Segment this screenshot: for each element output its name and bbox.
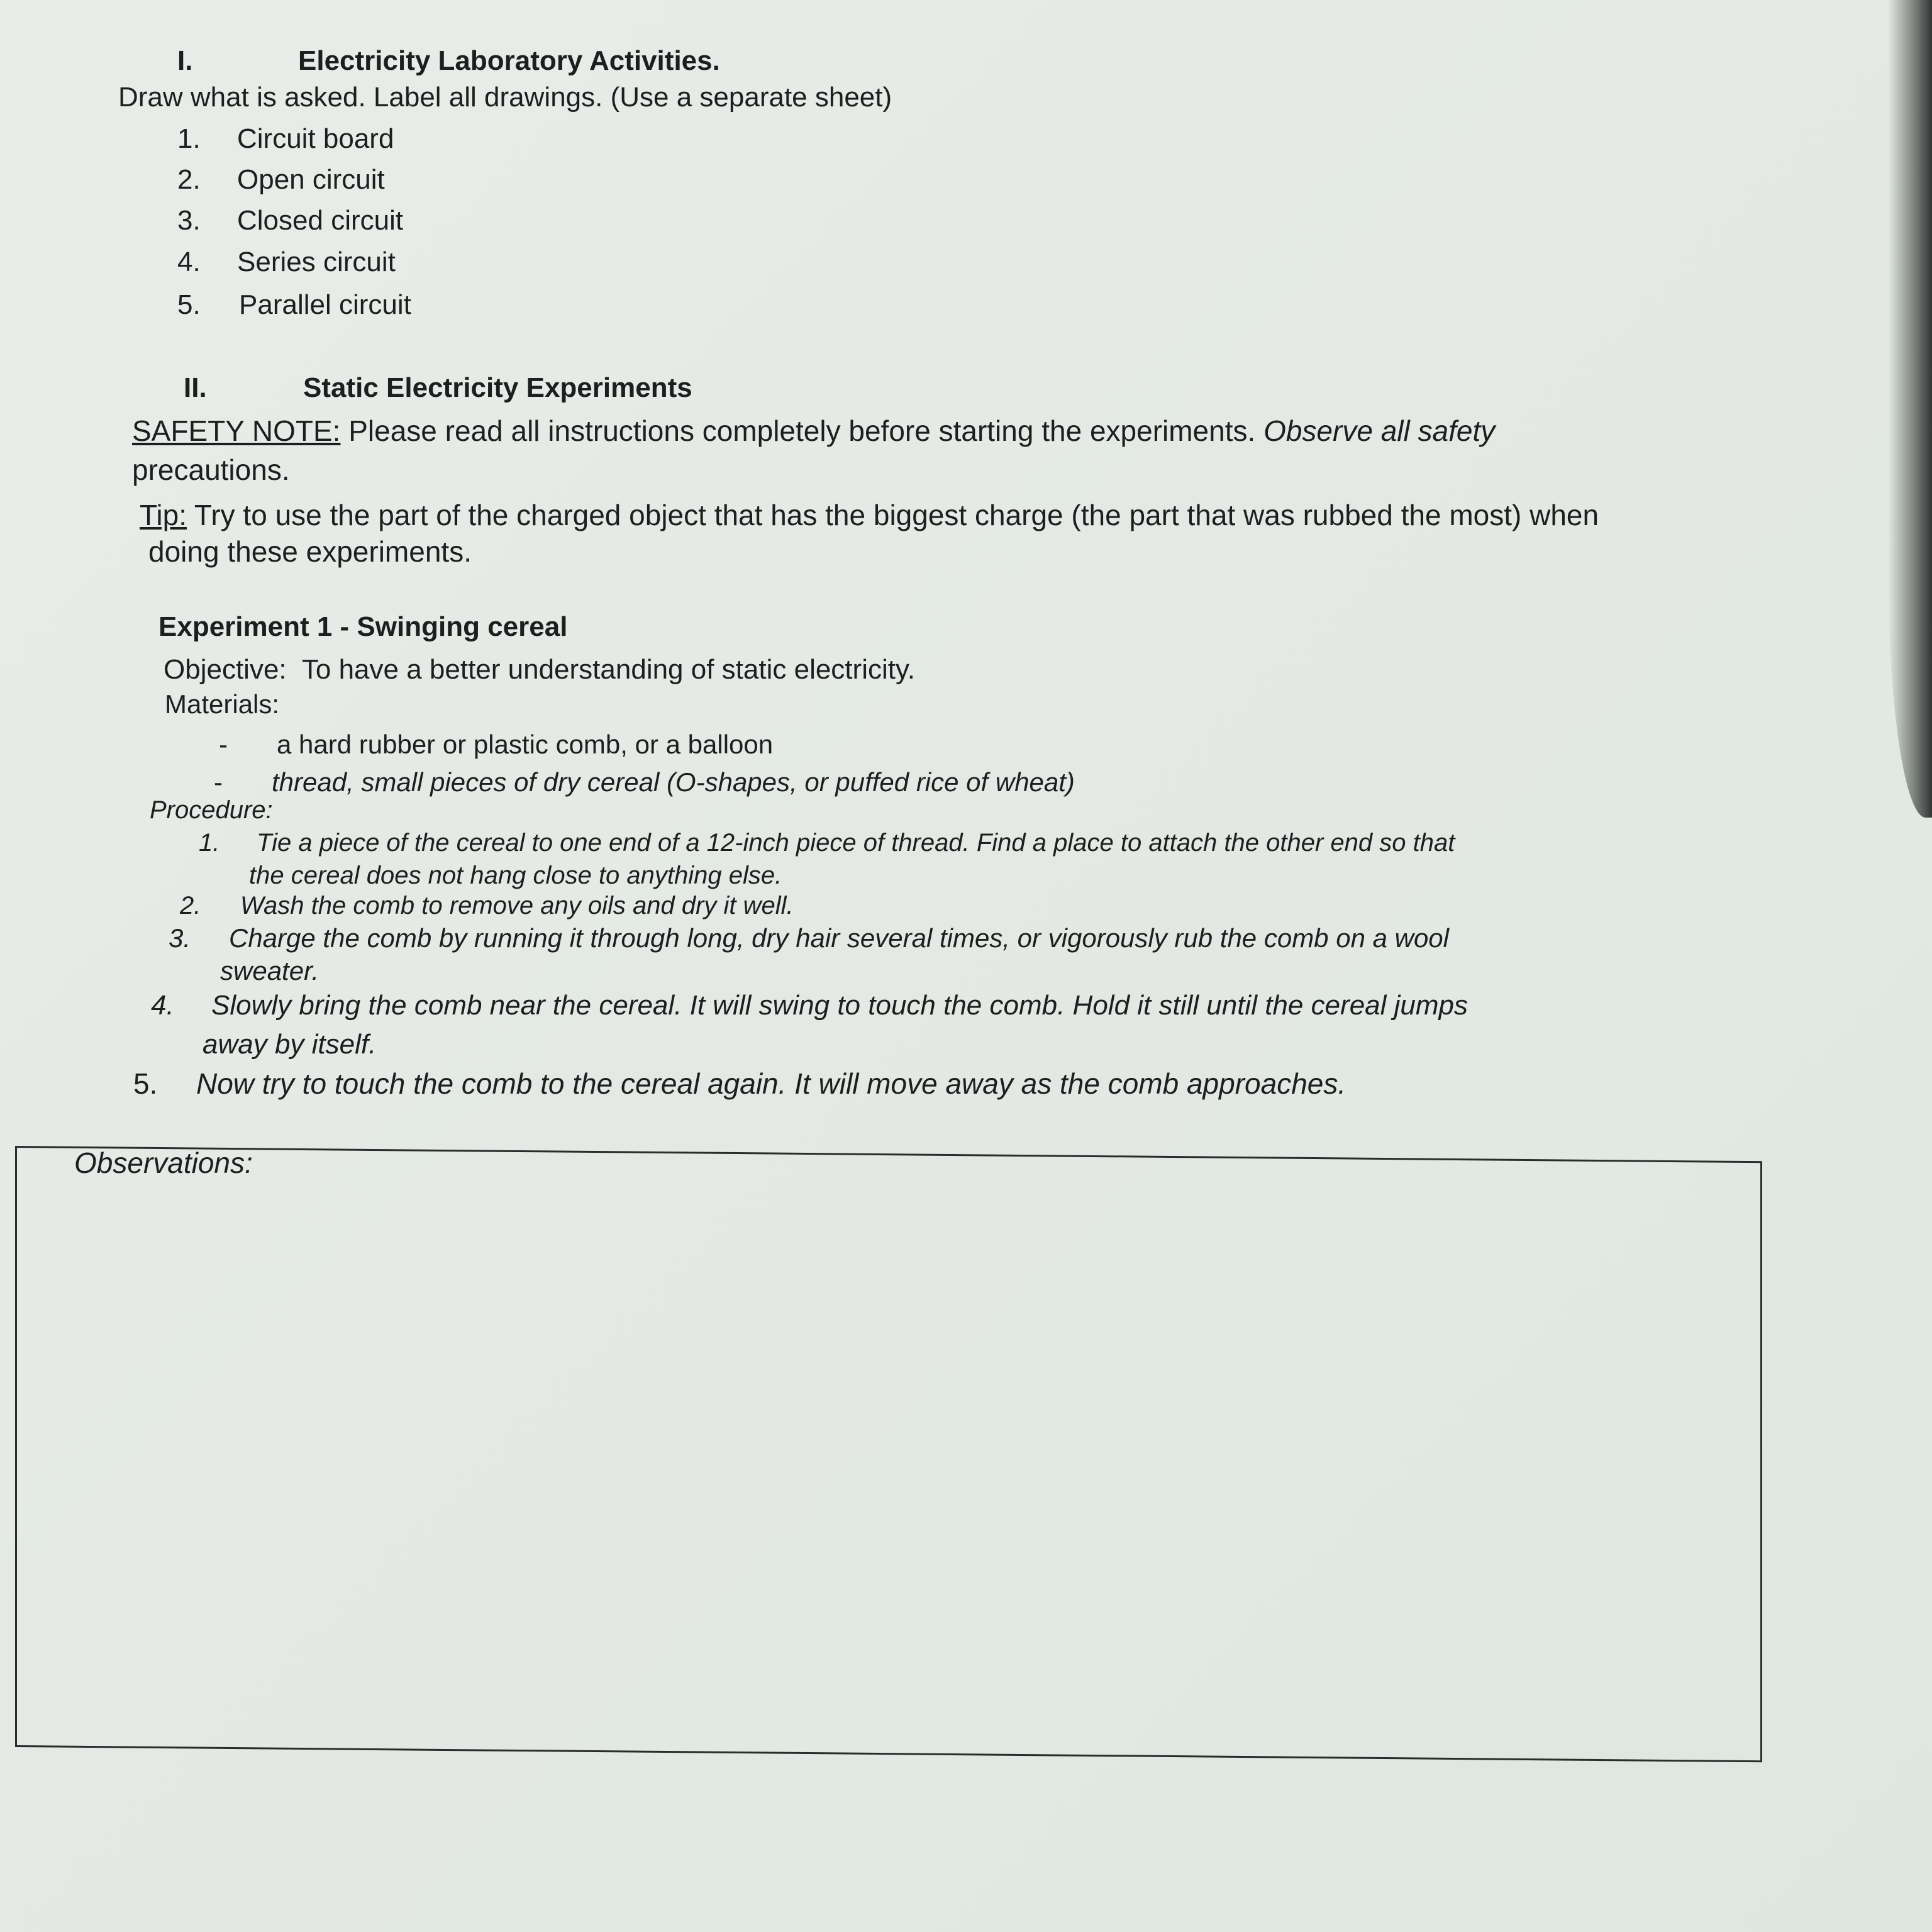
step-text: Now try to touch the comb to the cereal again. It will move away as the comb approaches.: [196, 1067, 1346, 1100]
step-text: Charge the comb by running it through long, dry hair several times, or vigorously rub the comb on a wool: [229, 923, 1449, 953]
step-text: Tie a piece of the cereal to one end of a 12-inch piece of thread. Find a place to attach the other end so that: [257, 829, 1455, 857]
procedure-step-4: [151, 990, 1468, 1021]
section2-number: II.: [184, 372, 207, 403]
material-item-1: [219, 730, 773, 760]
objective-label: Objective:: [164, 654, 287, 685]
observations-box[interactable]: [15, 1146, 1762, 1762]
step-text: Slowly bring the comb near the cereal. It will swing to touch the comb. Hold it still until the cereal jumps: [211, 990, 1468, 1021]
list-label: Closed circuit: [237, 205, 404, 236]
procedure-step-4-cont: away by itself.: [203, 1029, 377, 1060]
circuit-list-item-1: [177, 123, 394, 155]
tip-text-end: doing these experiments.: [148, 535, 472, 568]
objective-text: To have a better understanding of static electricity.: [301, 654, 915, 685]
section1-title: Electricity Laboratory Activities.: [298, 45, 720, 76]
step-number: 2.: [180, 892, 201, 919]
dash-bullet: -: [214, 767, 223, 797]
procedure-step-3-cont: sweater.: [220, 956, 319, 985]
procedure-step-3: [169, 923, 1449, 953]
tip-note: [140, 497, 1724, 570]
safety-note: [132, 411, 1704, 489]
step-number: 3.: [169, 923, 191, 953]
list-number: 1.: [177, 123, 201, 154]
list-label: Open circuit: [237, 164, 385, 195]
step-number: 1.: [199, 829, 220, 857]
safety-note-emphasis: Observe all safety: [1263, 414, 1496, 447]
safety-note-text: Please read all instructions completely before starting the experiments.: [340, 414, 1264, 447]
tip-label: Tip:: [140, 499, 187, 531]
procedure-step-5: [133, 1067, 1346, 1101]
dash-bullet: -: [219, 730, 228, 759]
materials-label: Materials:: [165, 689, 280, 719]
tip-text: Try to use the part of the charged object that has the biggest charge (the part that was rubbed the most) when: [186, 499, 1599, 531]
material-text: a hard rubber or plastic comb, or a balloon: [277, 730, 774, 759]
procedure-step-1-cont: the cereal does not hang close to anything else.: [249, 862, 782, 889]
objective-line: [164, 654, 915, 686]
safety-note-label: SAFETY NOTE:: [132, 414, 341, 447]
step-number: 5.: [133, 1067, 158, 1100]
list-label: Parallel circuit: [239, 289, 411, 320]
procedure-label: Procedure:: [150, 796, 273, 824]
list-label: Series circuit: [237, 247, 396, 277]
step-number: 4.: [151, 990, 174, 1021]
section2-title: Static Electricity Experiments: [303, 372, 692, 403]
material-item-2: [214, 767, 1075, 797]
page-edge-shadow: [1888, 0, 1932, 818]
observations-label: Observations:: [74, 1146, 253, 1179]
experiment-title: Experiment 1 - Swinging cereal: [158, 611, 568, 642]
safety-note-text-end: precautions.: [132, 453, 290, 486]
list-number: 2.: [177, 164, 201, 195]
procedure-step-1: [199, 829, 1455, 857]
list-label: Circuit board: [237, 123, 394, 154]
procedure-step-2: [180, 892, 794, 920]
list-number: 4.: [177, 247, 201, 277]
section1-instruction: Draw what is asked. Label all drawings. (Use a separate sheet): [118, 82, 892, 113]
section1-number: I.: [177, 45, 193, 76]
circuit-list-item-3: [177, 205, 403, 236]
list-number: 5.: [177, 289, 201, 320]
material-text: thread, small pieces of dry cereal (O-shapes, or puffed rice of wheat): [272, 767, 1075, 797]
list-number: 3.: [177, 205, 201, 236]
circuit-list-item-2: [177, 164, 385, 196]
circuit-list-item-5: [177, 289, 411, 321]
circuit-list-item-4: [177, 247, 396, 278]
step-text: Wash the comb to remove any oils and dry it well.: [240, 892, 794, 919]
